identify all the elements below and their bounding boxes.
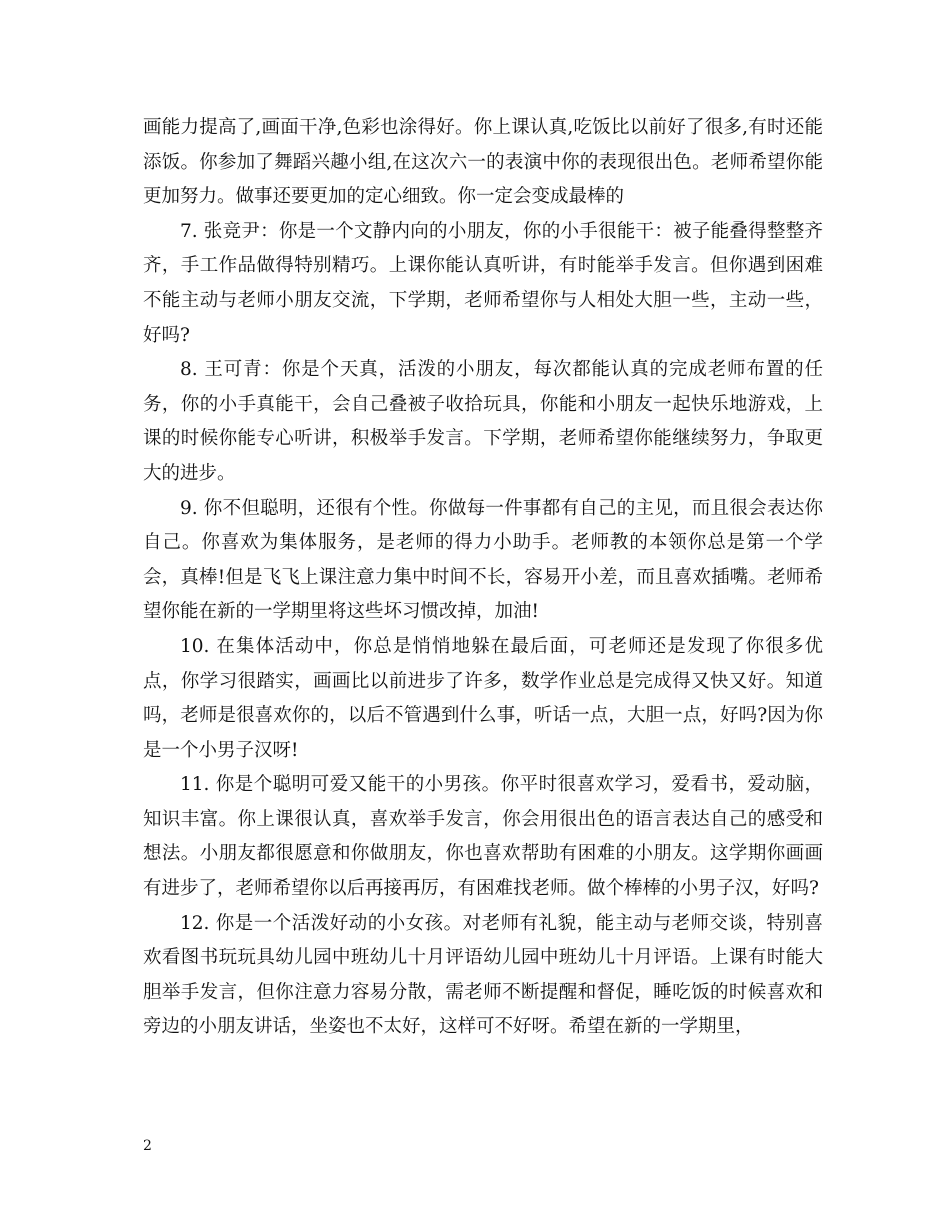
paragraph-item-8: 8. 王可青：你是个天真，活泼的小朋友，每次都能认真的完成老师布置的任务，你的小手真能干，会自己叠被子收拾玩具，你能和小朋友一起快乐地游戏，上课的时候你能专心听讲，积极举手发言。下学期，老师希望你能继续努力，争取更大的进步。 bbox=[143, 359, 823, 484]
paragraph-item-9: 9. 你不但聪明，还很有个性。你做每一件事都有自己的主见，而且很会表达你自己。你喜欢为集体服务，是老师的得力小助手。老师教的本领你总是第一个学会，真棒!但是飞飞上课注意力集中时间不长，容易开小差，而且喜欢插嘴。老师希望你能在新的一学期里将这些坏习惯改掉，加油! bbox=[143, 497, 823, 623]
paragraph-item-10: 10. 在集体活动中，你总是悄悄地躲在最后面，可老师还是发现了你很多优点，你学习很踏实，画画比以前进步了许多，数学作业总是完成得又快又好。知道吗，老师是很喜欢你的，以后不管遇到什么事，听话一点，大胆一点，好吗?因为你是一个小男子汉呀! bbox=[143, 635, 823, 761]
paragraph-continuation: 画能力提高了,画面干净,色彩也涂得好。你上课认真,吃饭比以前好了很多,有时还能添饭。你参加了舞蹈兴趣小组,在这次六一的表演中你的表现很出色。老师希望你能更加努力。做事还要更加的定心细致。你一定会变成最棒的 bbox=[143, 117, 823, 208]
document-body bbox=[143, 111, 823, 1045]
paragraph-item-12: 12. 你是一个活泼好动的小女孩。对老师有礼貌，能主动与老师交谈，特别喜欢看图书玩玩具幼儿园中班幼儿十月评语幼儿园中班幼儿十月评语。上课有时能大胆举手发言，但你注意力容易分散，需老师不断提醒和督促，睡吃饭的时候喜欢和旁边的小朋友讲话，坐姿也不太好，这样可不好呀。希望在新的一学期里， bbox=[143, 912, 823, 1038]
paragraph-item-11: 11. 你是个聪明可爱又能干的小男孩。你平时很喜欢学习，爱看书，爱动脑，知识丰富。你上课很认真，喜欢举手发言，你会用很出色的语言表达自己的感受和想法。小朋友都很愿意和你做朋友，你也喜欢帮助有困难的小朋友。这学期你画画有进步了，老师希望你以后再接再厉，有困难找老师。做个棒棒的小男子汉，好吗? bbox=[143, 774, 823, 900]
paragraph-item-7: 7. 张竞尹：你是一个文静内向的小朋友，你的小手很能干：被子能叠得整整齐齐，手工作品做得特别精巧。上课你能认真听讲，有时能举手发言。但你遇到困难不能主动与老师小朋友交流，下学期，老师希望你与人相处大胆一些，主动一些，好吗? bbox=[143, 220, 823, 346]
page-number: 2 bbox=[143, 1138, 152, 1154]
